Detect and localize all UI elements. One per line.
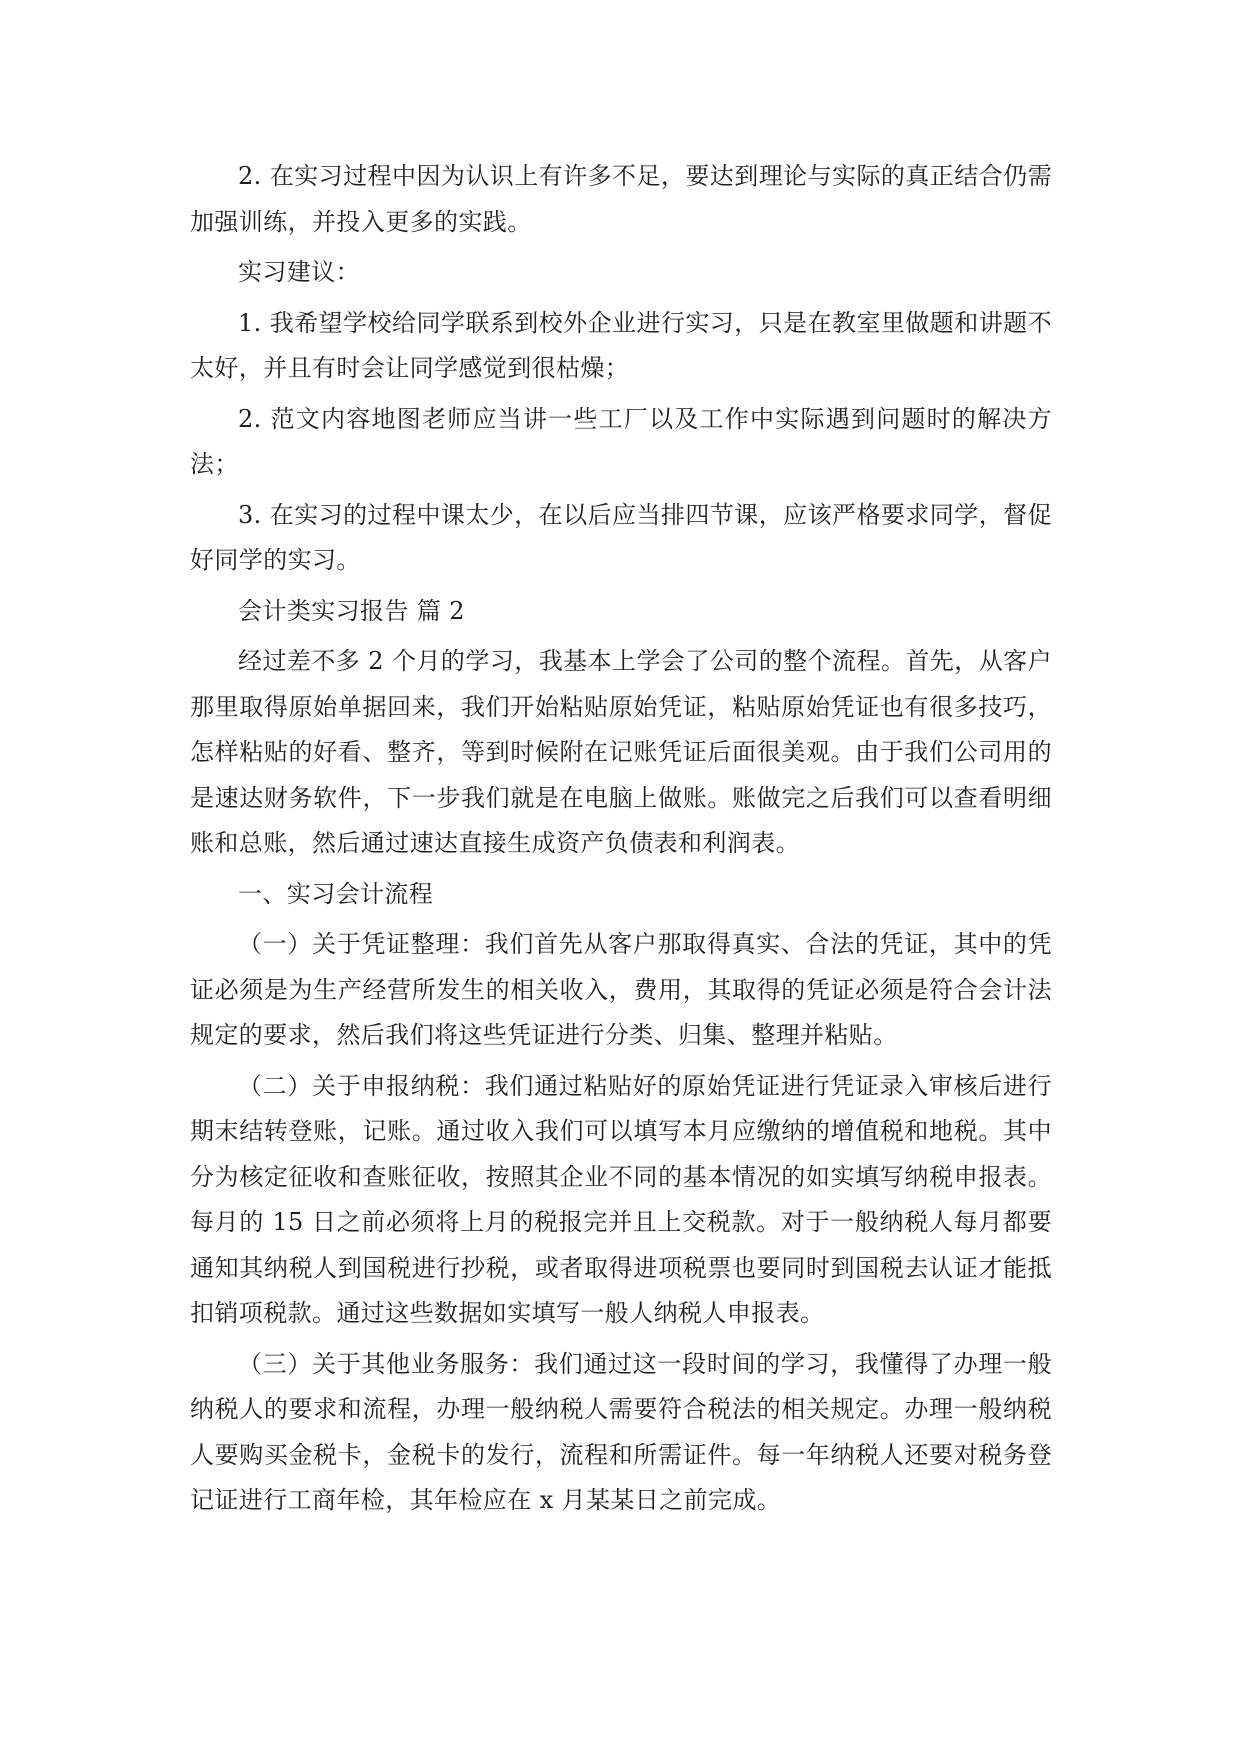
section-title-report-2: 会计类实习报告 篇 2 bbox=[238, 596, 465, 625]
paragraph-point-2-shortcomings: 2. 在实习过程中因为认识上有许多不足，要达到理论与实际的真正结合仍需加强训练，并投入更多的实践。 bbox=[190, 162, 1052, 236]
paragraph-tax-filing: （二）关于申报纳税：我们通过粘贴好的原始凭证进行凭证录入审核后进行期末结转登账，记账。通过收入我们可以填写本月应缴纳的增值税和地税。其中分为核定征收和查账征收，按照其企业不同的基本情况的如实填写纳税申报表。每月的 15 日之前必须将上月的税报完并且上交税款。对于一般纳税人每月都要通知其纳税人到国税进行抄税，或者取得进项税票也要同时到国税去认证才能抵扣销项税款。通过这些数据如实填写一般人纳税人申报表。 bbox=[190, 1071, 1052, 1327]
heading-internship-suggestions: 实习建议： bbox=[238, 258, 360, 286]
document-body bbox=[190, 154, 1052, 1524]
paragraph-other-services: （三）关于其他业务服务：我们通过这一段时间的学习，我懂得了办理一般纳税人的要求和流程，办理一般纳税人需要符合税法的相关规定。办理一般纳税人要购买金税卡，金税卡的发行，流程和所需证件。每一年纳税人还要对税务登记证进行工商年检，其年检应在 x 月某某日之前完成。 bbox=[190, 1349, 1052, 1514]
paragraph-voucher-sorting: （一）关于凭证整理：我们首先从客户那取得真实、合法的凭证，其中的凭证必须是为生产经营所发生的相关收入，费用，其取得的凭证必须是符合会计法规定的要求，然后我们将这些凭证进行分类、归集、整理并粘贴。 bbox=[190, 930, 1052, 1049]
paragraph-suggestion-3: 3. 在实习的过程中课太少，在以后应当排四节课，应该严格要求同学，督促好同学的实习。 bbox=[190, 500, 1052, 574]
paragraph-suggestion-1: 1. 我希望学校给同学联系到校外企业进行实习，只是在教室里做题和讲题不太好，并且有时会让同学感觉到很枯燥； bbox=[190, 308, 1052, 382]
paragraph-intro-process: 经过差不多 2 个月的学习，我基本上学会了公司的整个流程。首先，从客户那里取得原始单据回来，我们开始粘贴原始凭证，粘贴原始凭证也有很多技巧，怎样粘贴的好看、整齐，等到时候附在记账凭证后面很美观。由于我们公司用的是速达财务软件，下一步我们就是在电脑上做账。账做完之后我们可以查看明细账和总账，然后通过速达直接生成资产负债表和利润表。 bbox=[190, 647, 1052, 857]
paragraph-suggestion-2: 2. 范文内容地图老师应当讲一些工厂以及工作中实际遇到问题时的解决方法； bbox=[190, 404, 1052, 478]
heading-accounting-process: 一、实习会计流程 bbox=[238, 879, 434, 908]
